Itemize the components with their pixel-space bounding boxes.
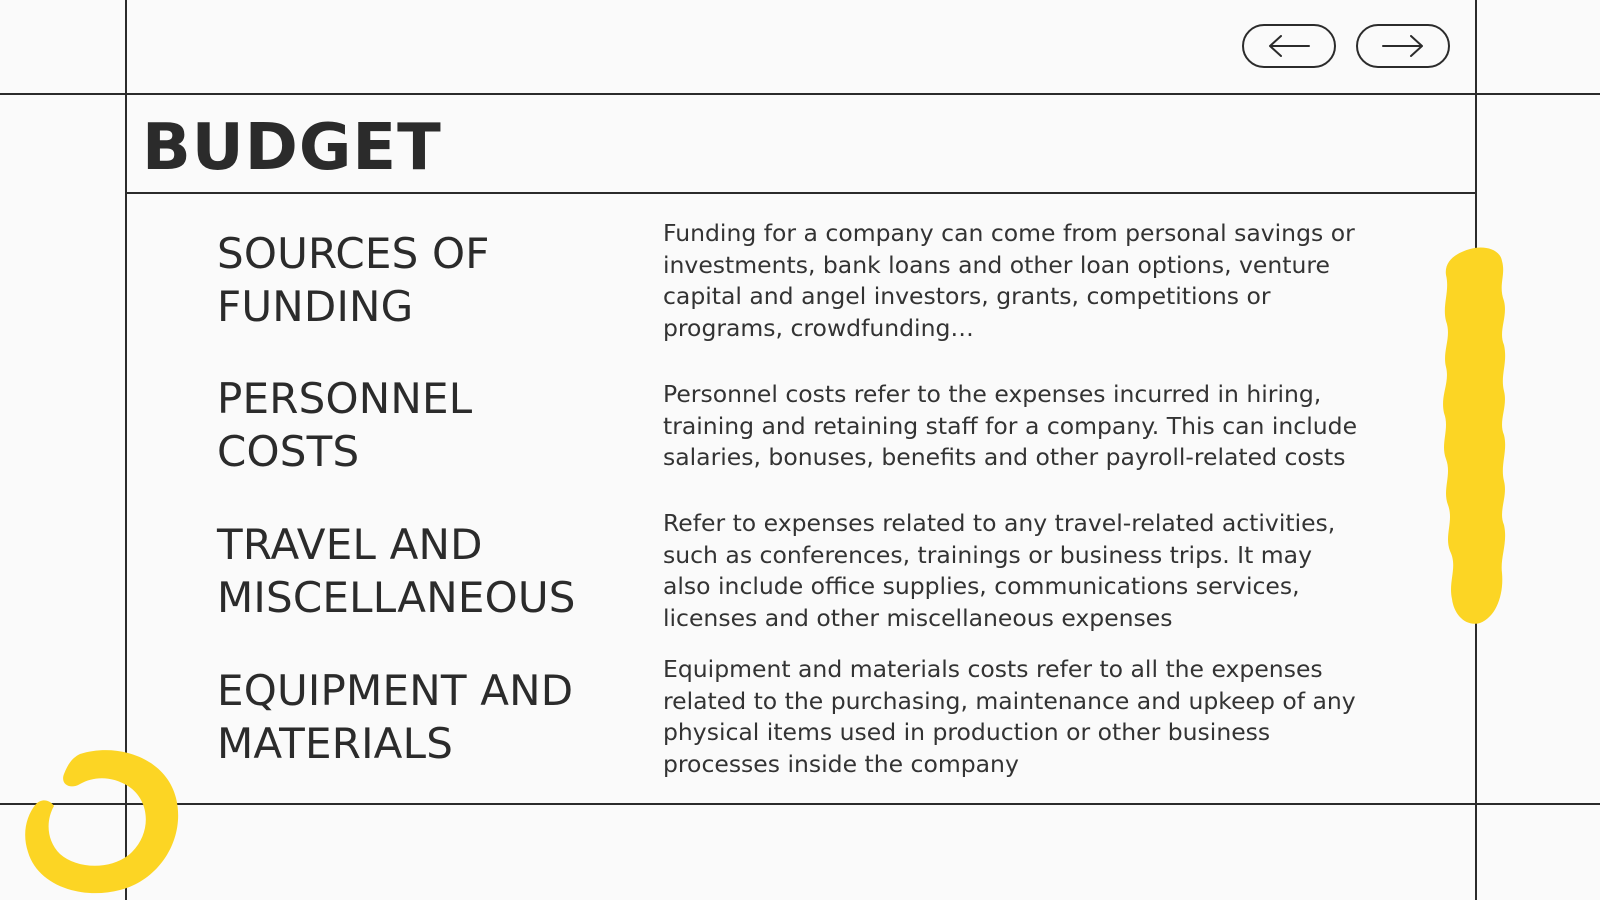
grid-line-bottom	[0, 803, 1600, 805]
row-description: Equipment and materials costs refer to all the expenses related to the purchasing, maintenance and upkeep of any physical items used in production or other business processes inside the company	[663, 655, 1356, 778]
row-heading-line: FUNDING	[217, 282, 414, 331]
row-heading-line: EQUIPMENT AND	[217, 666, 574, 715]
row-heading-line: PERSONNEL	[217, 374, 473, 423]
row-heading	[217, 227, 637, 333]
row-heading-line: MISCELLANEOUS	[217, 573, 576, 622]
arrow-right-icon	[1381, 35, 1425, 57]
row-heading-line: TRAVEL AND	[217, 520, 483, 569]
yellow-brush-ring	[20, 746, 182, 894]
grid-line-top	[0, 93, 1600, 95]
previous-slide-button[interactable]	[1242, 24, 1336, 68]
row-description: Refer to expenses related to any travel-related activities, such as conferences, trainings or business trips. It may also include office supplies, communications services, licenses and other miscellaneous expenses	[663, 509, 1336, 632]
row-heading-line: MATERIALS	[217, 719, 454, 768]
grid-line-left	[125, 0, 127, 900]
arrow-left-icon	[1267, 35, 1311, 57]
page-title: BUDGET	[142, 111, 442, 185]
row-description: Funding for a company can come from personal savings or investments, bank loans and other loan options, venture capital and angel investors, grants, competitions or programs, crowdfunding…	[663, 219, 1355, 342]
title-divider	[125, 192, 1477, 194]
row-heading	[217, 372, 637, 478]
yellow-brush-stroke	[1440, 245, 1508, 625]
row-heading-line: COSTS	[217, 427, 360, 476]
row-heading-line: SOURCES OF	[217, 229, 490, 278]
row-description: Personnel costs refer to the expenses incurred in hiring, training and retaining staff for a company. This can include salaries, bonuses, benefits and other payroll-related costs	[663, 380, 1358, 471]
next-slide-button[interactable]	[1356, 24, 1450, 68]
row-heading	[217, 518, 637, 624]
row-heading	[217, 664, 637, 770]
grid-line-right	[1475, 0, 1477, 900]
